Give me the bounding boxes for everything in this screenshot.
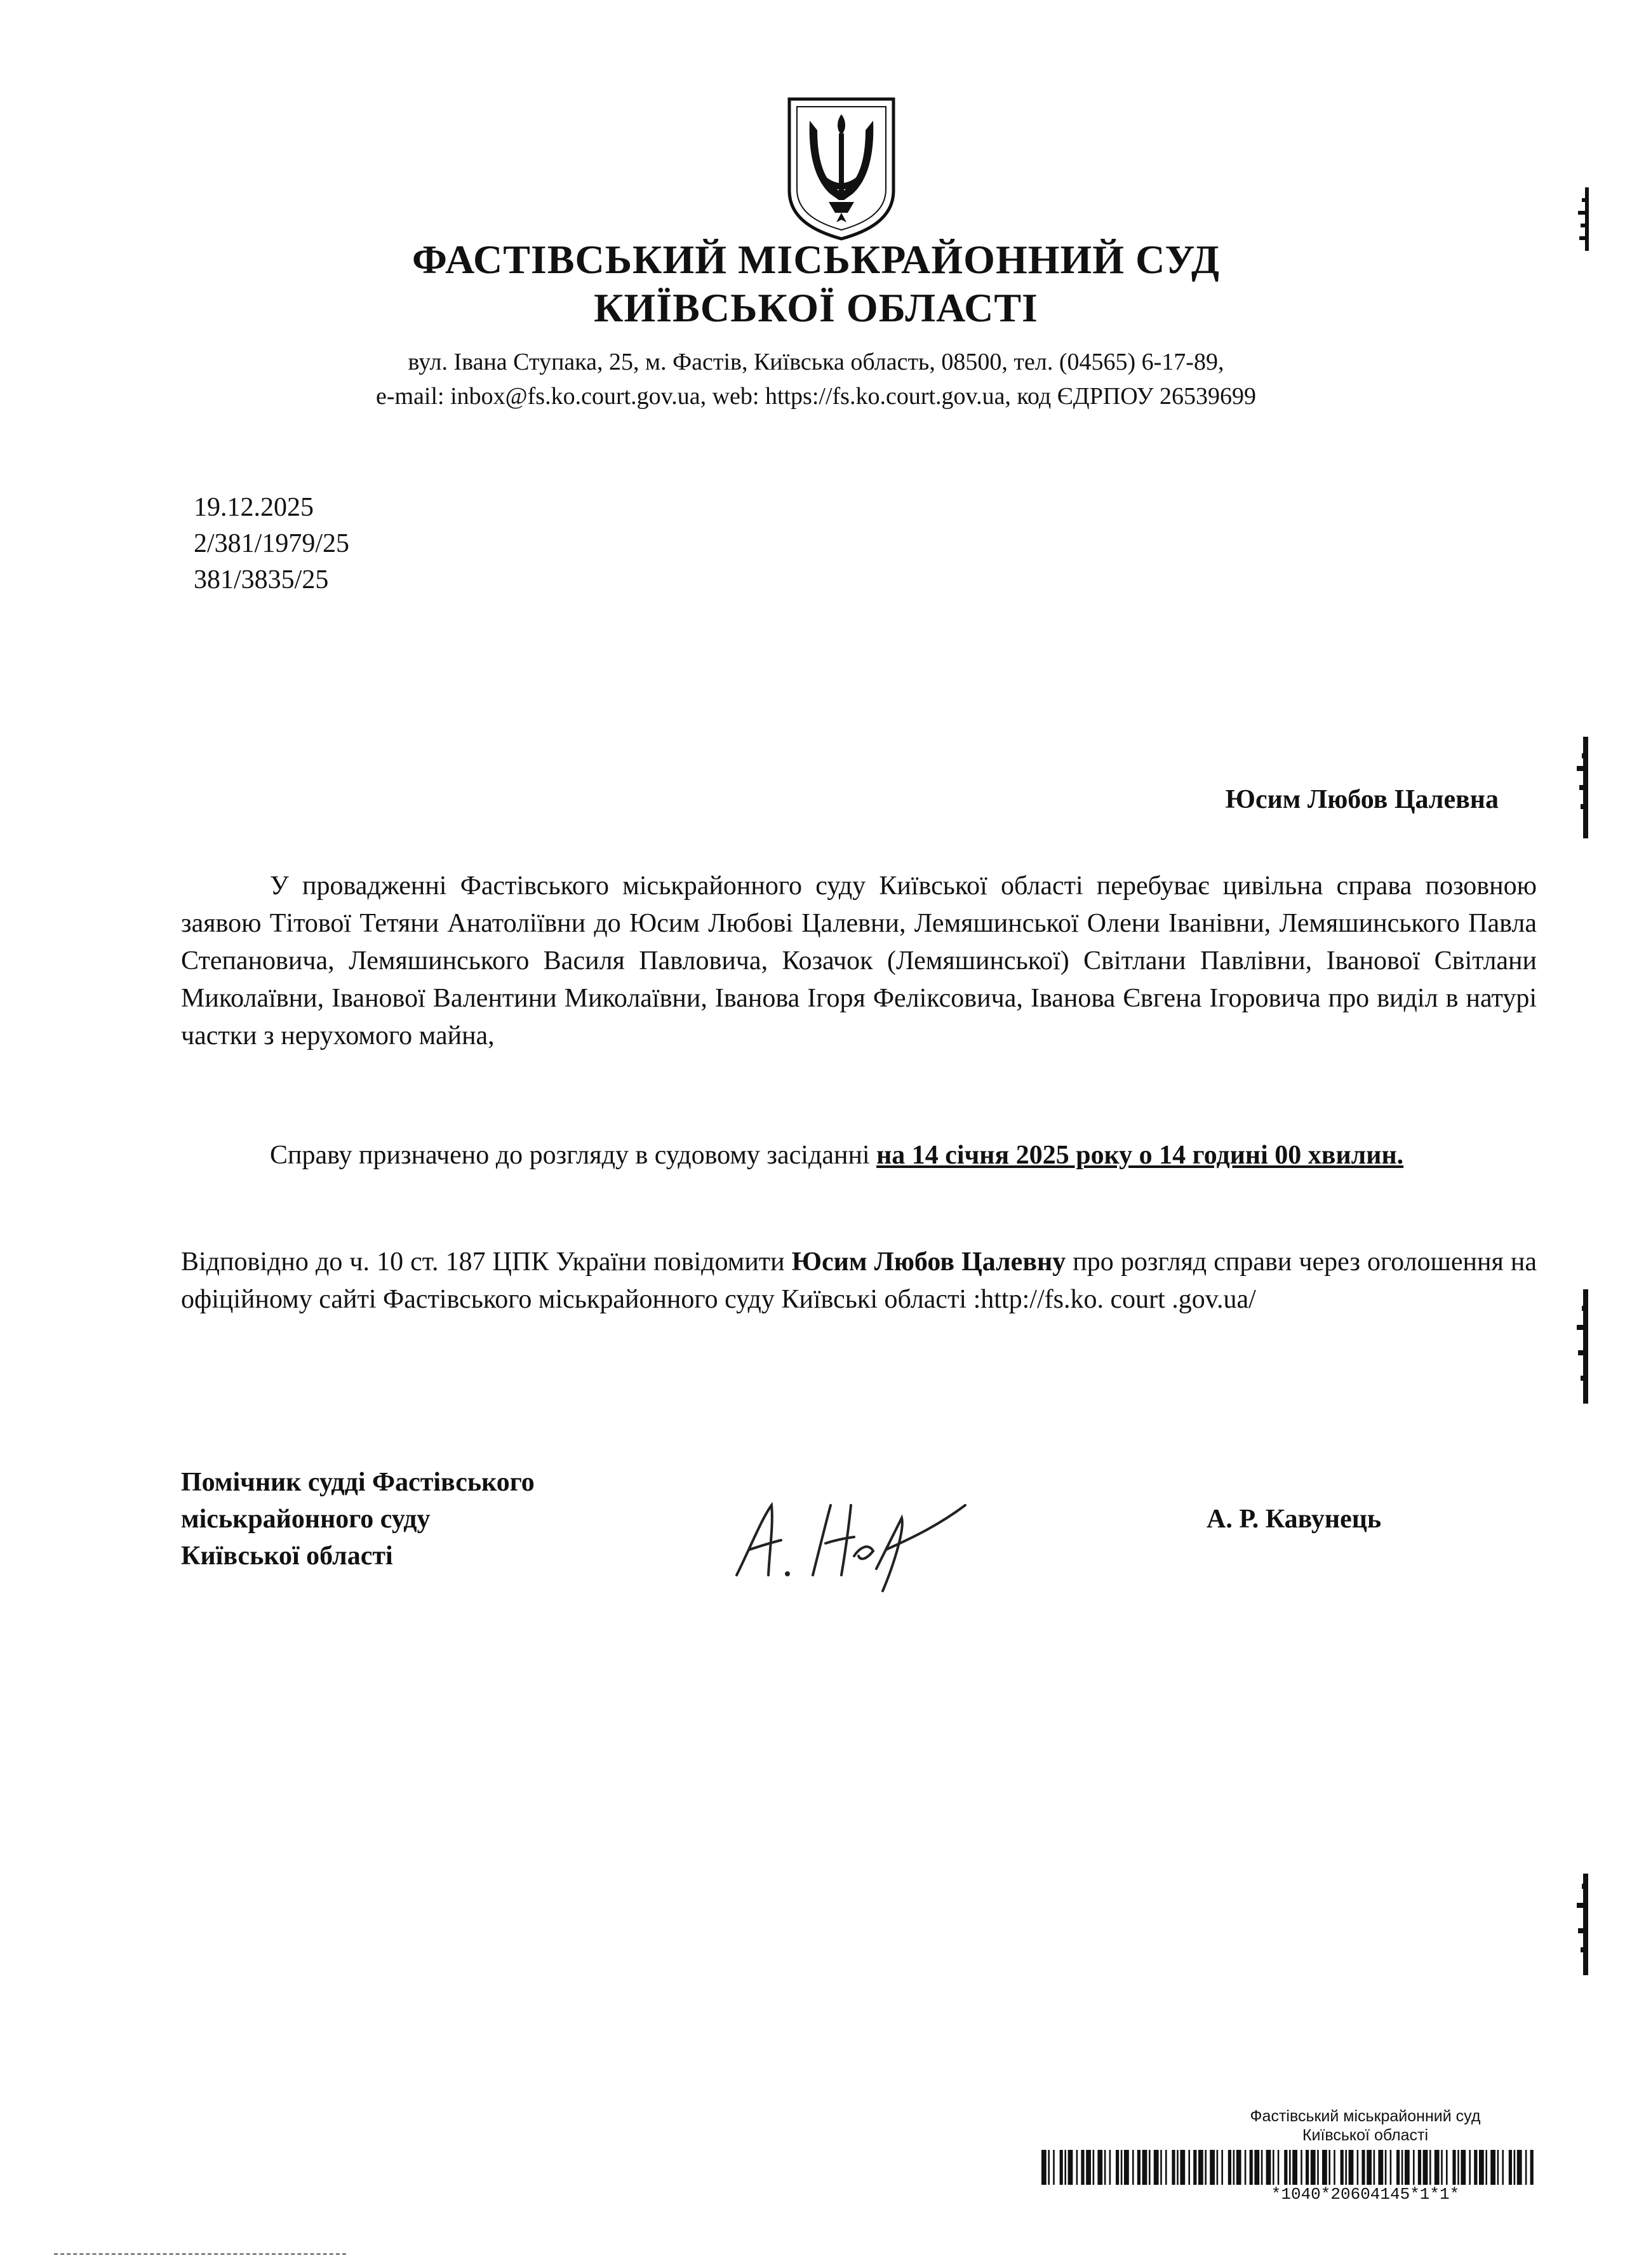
position-line1: Помічник судді Фастівського: [181, 1468, 535, 1497]
proceedings-paragraph: У провадженні Фастівського міськрайонного суду Київської області перебуває цивільна справа позовною заявою Тітової Тетяни Анатоліївни до Юсим Любові Цалевни, Лемяшинської Олени Іванівни, Лемяшинського Павла Степановича, Лемяшинського Василя Павловича, Козачок (Лемяшинської) Світлани Павлівни, Іванової Світлани Миколаївни, Іванової Валентини Миколаївни, Іванова Ігоря Феліксовича, Іванова Євгена Ігоровича про виділ в натурі частки з нерухомого майна,: [181, 871, 1537, 1050]
position-line2: міськрайонного суду: [181, 1505, 431, 1534]
court-contacts: e-mail: inbox@fs.ko.court.gov.ua, web: https://fs.ko.court.gov.ua, код ЄДРПОУ 26539699: [375, 383, 1257, 410]
outgoing-number: 381/3835/25: [194, 565, 329, 594]
notice-paragraph: [181, 1244, 1537, 1319]
scan-edge-mark: [1572, 181, 1589, 257]
notice-intro: Відповідно до ч. 10 ст. 187 ЦПК України повідомити: [181, 1247, 785, 1277]
signer-name: А. Р. Кавунець: [1207, 1505, 1382, 1534]
hearing-datetime: на 14 січня 2025 року о 14 годині 00 хвилин.: [876, 1141, 1404, 1170]
case-number: 2/381/1979/25: [194, 529, 350, 558]
coat-of-arms-icon: [784, 95, 899, 241]
court-address: вул. Івана Ступака, 25, м. Фастів, Київська область, 08500, тел. (04565) 6-17-89,: [408, 349, 1224, 375]
court-name-line1: ФАСТІВСЬКИЙ МІСЬКРАЙОННИЙ СУД: [412, 237, 1220, 282]
signer-position: [181, 1464, 535, 1574]
registry-barcode: [1041, 2150, 1537, 2185]
scan-edge-mark: [1572, 1283, 1589, 1410]
scan-edge-mark: [1572, 1867, 1589, 1982]
notice-recipient: Юсим Любов Цалевну: [791, 1247, 1066, 1277]
stamp-court-line2: Київської області: [1302, 2126, 1429, 2144]
scan-edge-mark: [1572, 730, 1589, 845]
court-name-line2: КИЇВСЬКОЇ ОБЛАСТІ: [594, 285, 1038, 330]
hearing-paragraph: [181, 1137, 1537, 1174]
hearing-intro: Справу призначено до розгляду в судовому засіданні: [270, 1141, 870, 1170]
stamp-court-line1: Фастівський міськрайонний суд: [1250, 2107, 1481, 2125]
position-line3: Київської області: [181, 1541, 393, 1571]
barcode-number: *1040*20604145*1*1*: [1271, 2185, 1460, 2204]
document-date: 19.12.2025: [194, 493, 314, 522]
scan-bottom-line: [54, 2253, 346, 2255]
handwritten-signature: [724, 1480, 972, 1594]
notice-details: про розгляд справи через оголошення на офіційному сайті Фастівського міськрайонного суду Київські області :http://fs.ko. court .gov.ua/: [181, 1247, 1537, 1314]
recipient-name: Юсим Любов Цалевна: [1225, 785, 1499, 814]
